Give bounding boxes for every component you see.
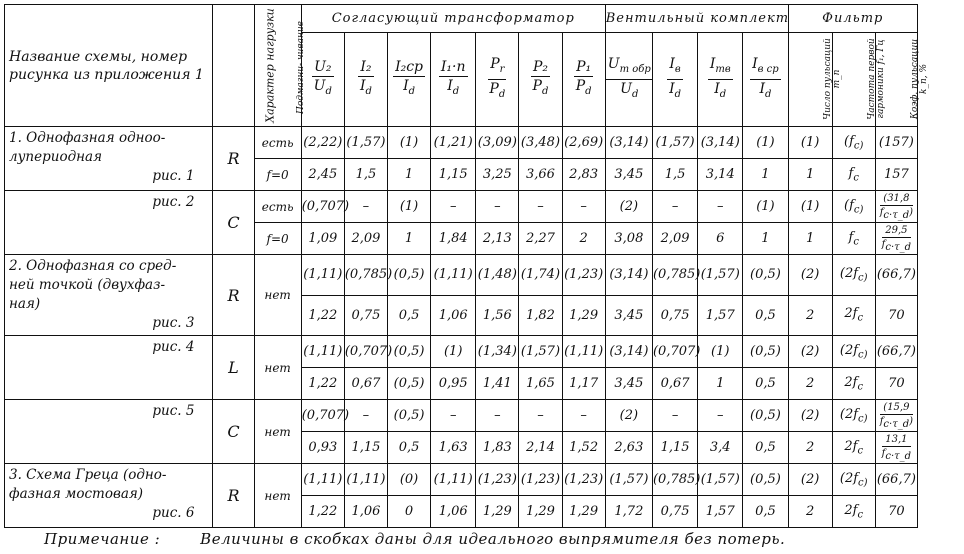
- load-character-cell: C: [213, 191, 254, 255]
- flux-cell: нет: [254, 336, 301, 400]
- real-value-cell: 1,29: [562, 295, 605, 336]
- figure-label: рис. 2: [152, 194, 195, 210]
- real-value-cell: 2,13: [476, 223, 519, 255]
- ideal-value-cell: (1,57): [698, 255, 743, 296]
- ideal-value-cell: (0,5): [743, 400, 788, 432]
- header-ratio-1: [301, 33, 344, 127]
- header-scheme-name: Название схемы, номер рисунка из приложения 1: [5, 5, 213, 127]
- ideal-value-cell: ($2f_{c)}$: [832, 336, 875, 368]
- real-value-cell: (0,5): [387, 368, 430, 400]
- ideal-value-cell: (0,5): [387, 400, 430, 432]
- load-character-cell: C: [213, 400, 254, 464]
- ideal-value-cell: (1): [387, 191, 430, 223]
- real-value-cell: 0,75: [652, 295, 697, 336]
- header-ratio-9: [652, 33, 697, 127]
- real-value-cell: 1,22: [301, 295, 344, 336]
- real-value-cell: 1: [698, 368, 743, 400]
- ideal-value-cell: (2): [605, 400, 652, 432]
- ideal-value-cell: ($f_{c)}$: [832, 191, 875, 223]
- flux-cell: f=0: [254, 223, 301, 255]
- scheme-figure-cell: [5, 400, 213, 464]
- ideal-value-cell: (2,22): [301, 127, 344, 159]
- header-filter-1: Число пульсаций m_n: [788, 33, 832, 127]
- real-value-cell: 1,17: [562, 368, 605, 400]
- header-group-filter: Фильтр: [788, 5, 917, 33]
- real-value-cell: 6: [698, 223, 743, 255]
- figure-label: рис. 1: [152, 168, 195, 184]
- real-value-cell: 1,09: [301, 223, 344, 255]
- real-value-cell: 3,66: [519, 159, 562, 191]
- real-value-cell: 1,52: [562, 432, 605, 464]
- ideal-value-cell: (1,57): [519, 336, 562, 368]
- real-value-cell: 1,82: [519, 295, 562, 336]
- real-value-cell: 0,67: [652, 368, 697, 400]
- real-value-cell: $2f_c$: [832, 432, 875, 464]
- ideal-value-cell: (1,11): [562, 336, 605, 368]
- real-value-cell: $2f_c$: [832, 368, 875, 400]
- scheme-name-cell: 1. Однофазная одноо- лупериодная рис. 1: [5, 127, 213, 191]
- header-ratio-6: [519, 33, 562, 127]
- header-ratio-numerator: I₂ср: [395, 59, 424, 76]
- ideal-value-cell: (0,707): [301, 400, 344, 432]
- header-ratio-7: [562, 33, 605, 127]
- ideal-value-cell: (0,785): [652, 255, 697, 296]
- real-value-cell: 0,5: [743, 368, 788, 400]
- header-group-valve: Вентильный комплект: [605, 5, 788, 33]
- ideal-value-cell: (1,11): [431, 255, 476, 296]
- header-flux: Подмагни- чивание: [254, 5, 301, 127]
- scheme-figure-cell: [5, 191, 213, 255]
- header-ratio-11: [743, 33, 788, 127]
- real-value-cell: $f_c$: [832, 159, 875, 191]
- real-value-cell: 1,5: [344, 159, 387, 191]
- header-ratio-denominator: $I_d$: [403, 78, 415, 97]
- ideal-value-cell: –: [698, 191, 743, 223]
- ideal-value-cell: (157): [875, 127, 917, 159]
- ideal-value-cell: (0,785): [652, 464, 697, 496]
- ideal-value-cell: (1): [743, 191, 788, 223]
- real-value-cell: 1: [788, 159, 832, 191]
- real-value-cell: 1,22: [301, 496, 344, 528]
- real-value-cell: 2: [788, 295, 832, 336]
- real-value-cell: 1,15: [652, 432, 697, 464]
- ideal-value-cell: (1,11): [301, 336, 344, 368]
- real-value-cell: 1,15: [431, 159, 476, 191]
- header-filter-3: Коэф. пульсации k_п, %: [875, 33, 917, 127]
- ideal-value-cell: –: [562, 400, 605, 432]
- ideal-value-cell: (0,5): [743, 464, 788, 496]
- ideal-value-cell: –: [652, 191, 697, 223]
- real-value-cell: 2: [562, 223, 605, 255]
- real-value-cell: 3,45: [605, 295, 652, 336]
- header-ratio-denominator: $P_d$: [575, 78, 592, 97]
- ideal-value-cell: (3,14): [605, 127, 652, 159]
- load-character-cell: L: [213, 336, 254, 400]
- ideal-value-cell: (1,11): [431, 464, 476, 496]
- real-value-cell: $2f_c$: [832, 496, 875, 528]
- header-ratio-numerator: U₂: [314, 59, 332, 76]
- header-ratio-10: [698, 33, 743, 127]
- ideal-value-cell: –: [344, 400, 387, 432]
- real-value-cell: 2,27: [519, 223, 562, 255]
- ideal-value-cell: (1,57): [698, 464, 743, 496]
- real-value-cell: 1: [387, 159, 430, 191]
- ideal-value-cell: (0,707): [344, 336, 387, 368]
- ideal-value-cell: (66,7): [875, 255, 917, 296]
- figure-label: рис. 6: [152, 505, 195, 521]
- ideal-value-cell: (3,14): [605, 336, 652, 368]
- real-value-cell: 1: [788, 223, 832, 255]
- real-value-cell: 1,29: [562, 496, 605, 528]
- real-value-cell: 0,5: [387, 432, 430, 464]
- real-value-cell: 1,29: [519, 496, 562, 528]
- header-ratio-denominator: $I_d$: [759, 81, 772, 100]
- ideal-value-cell: –: [476, 191, 519, 223]
- header-ratio-denominator: $U_d$: [313, 78, 332, 97]
- flux-cell: нет: [254, 400, 301, 464]
- footnote-text: Величины в скобках даны для идеального выпрямителя без потерь.: [200, 530, 786, 548]
- ideal-value-cell: (0,5): [387, 336, 430, 368]
- ideal-value-cell: (2): [788, 400, 832, 432]
- figure-label: рис. 5: [152, 403, 195, 419]
- ideal-value-cell: –: [652, 400, 697, 432]
- ideal-value-cell: –: [519, 400, 562, 432]
- ideal-value-cell: (1,57): [344, 127, 387, 159]
- ideal-value-cell: (2): [605, 191, 652, 223]
- ideal-value-cell: (1,57): [605, 464, 652, 496]
- real-value-cell: 0,93: [301, 432, 344, 464]
- real-value-cell: 1,83: [476, 432, 519, 464]
- real-value-cell: 70: [875, 496, 917, 528]
- real-value-cell: 1: [743, 159, 788, 191]
- ideal-value-cell: (1,21): [431, 127, 476, 159]
- ideal-value-cell: (0,5): [743, 255, 788, 296]
- ideal-value-cell: (3,48): [519, 127, 562, 159]
- ideal-value-cell: ($2f_{c)}$: [832, 400, 875, 432]
- real-value-cell: 1,06: [344, 496, 387, 528]
- real-value-cell: 2,83: [562, 159, 605, 191]
- flux-cell: нет: [254, 255, 301, 336]
- load-character-cell: R: [213, 464, 254, 528]
- ideal-value-cell: (1): [788, 191, 832, 223]
- real-value-cell: 0,75: [344, 295, 387, 336]
- ideal-value-cell: (1,23): [519, 464, 562, 496]
- ideal-value-cell: (2): [788, 336, 832, 368]
- real-value-cell: 157: [875, 159, 917, 191]
- header-ratio-2: [344, 33, 387, 127]
- scheme-name-cell: 3. Схема Греца (одно- фазная мостовая) рис. 6: [5, 464, 213, 528]
- real-value-cell: 1,06: [431, 496, 476, 528]
- figure-label: рис. 4: [152, 339, 195, 355]
- real-value-cell: 3,25: [476, 159, 519, 191]
- flux-cell: есть: [254, 191, 301, 223]
- real-value-cell: 1,65: [519, 368, 562, 400]
- ideal-value-cell: –: [344, 191, 387, 223]
- real-value-cell: 3,45: [605, 368, 652, 400]
- ideal-value-cell: (1): [743, 127, 788, 159]
- real-value-cell: 0,67: [344, 368, 387, 400]
- ideal-value-cell: (1,11): [301, 255, 344, 296]
- ideal-value-cell: ($f_{c)}$: [832, 127, 875, 159]
- ideal-value-cell: (1): [698, 336, 743, 368]
- header-ratio-denominator: $I_d$: [669, 81, 682, 100]
- header-ratio-numerator: $P_r$: [488, 56, 506, 80]
- real-value-cell: 1,84: [431, 223, 476, 255]
- header-ratio-denominator: $P_d$: [532, 78, 549, 97]
- table-row: [5, 464, 918, 496]
- ideal-value-cell: (0,5): [743, 336, 788, 368]
- ideal-value-cell: (1,23): [476, 464, 519, 496]
- real-value-cell: 3,4: [698, 432, 743, 464]
- ideal-value-cell: (0,707): [301, 191, 344, 223]
- ideal-value-cell: (2): [788, 255, 832, 296]
- ideal-value-cell: –: [431, 400, 476, 432]
- real-value-cell: 0,5: [743, 496, 788, 528]
- table-row: [5, 400, 918, 432]
- real-value-cell: 2,14: [519, 432, 562, 464]
- real-value-cell: 1: [743, 223, 788, 255]
- real-value-cell: $\frac{29,5}{f_{c\cdot\tau\_d}}$: [875, 223, 917, 255]
- load-character-cell: R: [213, 127, 254, 191]
- header-ratio-denominator: $I_d$: [447, 78, 460, 97]
- header-character: Характер нагрузки: [213, 5, 254, 127]
- real-value-cell: $2f_c$: [832, 295, 875, 336]
- header-ratio-5: [476, 33, 519, 127]
- rectifier-table: [4, 4, 929, 528]
- ideal-value-cell: (3,14): [698, 127, 743, 159]
- real-value-cell: 1,06: [431, 295, 476, 336]
- footnote: [44, 530, 785, 548]
- ideal-value-cell: ($2f_{c)}$: [832, 464, 875, 496]
- real-value-cell: 70: [875, 295, 917, 336]
- real-value-cell: 0,5: [387, 295, 430, 336]
- ideal-value-cell: (3,09): [476, 127, 519, 159]
- header-group-transformer: Согласующий трансформатор: [301, 5, 605, 33]
- header-ratio-numerator: I₂: [360, 59, 372, 76]
- real-value-cell: 2: [788, 432, 832, 464]
- ideal-value-cell: (0,785): [344, 255, 387, 296]
- ideal-value-cell: (0,707): [652, 336, 697, 368]
- ideal-value-cell: –: [431, 191, 476, 223]
- ideal-value-cell: (1,57): [652, 127, 697, 159]
- table-row: [5, 255, 918, 296]
- ideal-value-cell: (1): [387, 127, 430, 159]
- real-value-cell: 1,29: [476, 496, 519, 528]
- real-value-cell: 0,5: [743, 295, 788, 336]
- ideal-value-cell: (1): [788, 127, 832, 159]
- header-ratio-numerator: P₁: [576, 59, 592, 76]
- real-value-cell: 3,45: [605, 159, 652, 191]
- real-value-cell: 1: [387, 223, 430, 255]
- header-ratio-4: [431, 33, 476, 127]
- ideal-value-cell: (1,34): [476, 336, 519, 368]
- figure-label: рис. 3: [152, 315, 195, 331]
- header-filter-2: Частота первой гармоники f₁, Гц: [832, 33, 875, 127]
- table-row: [5, 127, 918, 159]
- ideal-value-cell: ($2f_{c)}$: [832, 255, 875, 296]
- ideal-value-cell: (1,23): [562, 464, 605, 496]
- header-ratio-denominator: $I_d$: [714, 81, 727, 100]
- flux-cell: нет: [254, 464, 301, 528]
- flux-cell: есть: [254, 127, 301, 159]
- ideal-value-cell: $\frac{(15,9}{f_{c\cdot\tau\_d})}$: [875, 400, 917, 432]
- ideal-value-cell: (0,5): [387, 255, 430, 296]
- ideal-value-cell: (1,11): [301, 464, 344, 496]
- real-value-cell: 0: [387, 496, 430, 528]
- header-ratio-8: [605, 33, 652, 127]
- ideal-value-cell: –: [476, 400, 519, 432]
- ideal-value-cell: (1,11): [344, 464, 387, 496]
- scheme-figure-cell: [5, 336, 213, 400]
- ideal-value-cell: $\frac{(31,8}{f_{c\cdot\tau\_d})}$: [875, 191, 917, 223]
- header-ratio-numerator: $I_{mв}$: [708, 56, 733, 80]
- ideal-value-cell: (3,14): [605, 255, 652, 296]
- header-ratio-numerator: I₁·n: [440, 59, 466, 76]
- ideal-value-cell: (1,23): [562, 255, 605, 296]
- real-value-cell: 1,56: [476, 295, 519, 336]
- header-ratio-3: [387, 33, 430, 127]
- ideal-value-cell: (66,7): [875, 336, 917, 368]
- real-value-cell: 2: [788, 368, 832, 400]
- real-value-cell: 2,63: [605, 432, 652, 464]
- real-value-cell: 3,08: [605, 223, 652, 255]
- real-value-cell: 1,63: [431, 432, 476, 464]
- real-value-cell: 2,09: [652, 223, 697, 255]
- table-row: [5, 336, 918, 368]
- ideal-value-cell: (1): [431, 336, 476, 368]
- real-value-cell: 70: [875, 368, 917, 400]
- real-value-cell: 1,5: [652, 159, 697, 191]
- ideal-value-cell: (1,48): [476, 255, 519, 296]
- header-ratio-denominator: $U_d$: [620, 81, 639, 100]
- real-value-cell: 1,57: [698, 295, 743, 336]
- real-value-cell: $f_c$: [832, 223, 875, 255]
- scheme-name-cell: 2. Однофазная со сред- ней точкой (двухфаз- ная) рис. 3: [5, 255, 213, 336]
- real-value-cell: 2: [788, 496, 832, 528]
- load-character-cell: R: [213, 255, 254, 336]
- ideal-value-cell: (66,7): [875, 464, 917, 496]
- header-ratio-denominator: $I_d$: [359, 78, 372, 97]
- header-ratio-numerator: P₂: [532, 59, 548, 76]
- real-value-cell: 1,41: [476, 368, 519, 400]
- flux-cell: f=0: [254, 159, 301, 191]
- table-row: [5, 191, 918, 223]
- real-value-cell: $\frac{13,1}{f_{c\cdot\tau\_d}}$: [875, 432, 917, 464]
- header-ratio-numerator: $I_{в ср}$: [750, 56, 781, 80]
- real-value-cell: 1,15: [344, 432, 387, 464]
- header-ratio-numerator: $I_в$: [667, 56, 682, 80]
- ideal-value-cell: (1,74): [519, 255, 562, 296]
- real-value-cell: 1,72: [605, 496, 652, 528]
- ideal-value-cell: (0): [387, 464, 430, 496]
- ideal-value-cell: –: [698, 400, 743, 432]
- real-value-cell: 1,22: [301, 368, 344, 400]
- real-value-cell: 2,09: [344, 223, 387, 255]
- footnote-label: Примечание :: [44, 530, 161, 548]
- real-value-cell: 2,45: [301, 159, 344, 191]
- real-value-cell: 0,75: [652, 496, 697, 528]
- ideal-value-cell: –: [519, 191, 562, 223]
- header-ratio-denominator: $P_d$: [489, 81, 506, 100]
- ideal-value-cell: (2,69): [562, 127, 605, 159]
- real-value-cell: 3,14: [698, 159, 743, 191]
- real-value-cell: 1,57: [698, 496, 743, 528]
- header-ratio-numerator: $U_{m обр}$: [606, 56, 653, 80]
- ideal-value-cell: –: [562, 191, 605, 223]
- real-value-cell: 0,95: [431, 368, 476, 400]
- real-value-cell: 0,5: [743, 432, 788, 464]
- ideal-value-cell: (2): [788, 464, 832, 496]
